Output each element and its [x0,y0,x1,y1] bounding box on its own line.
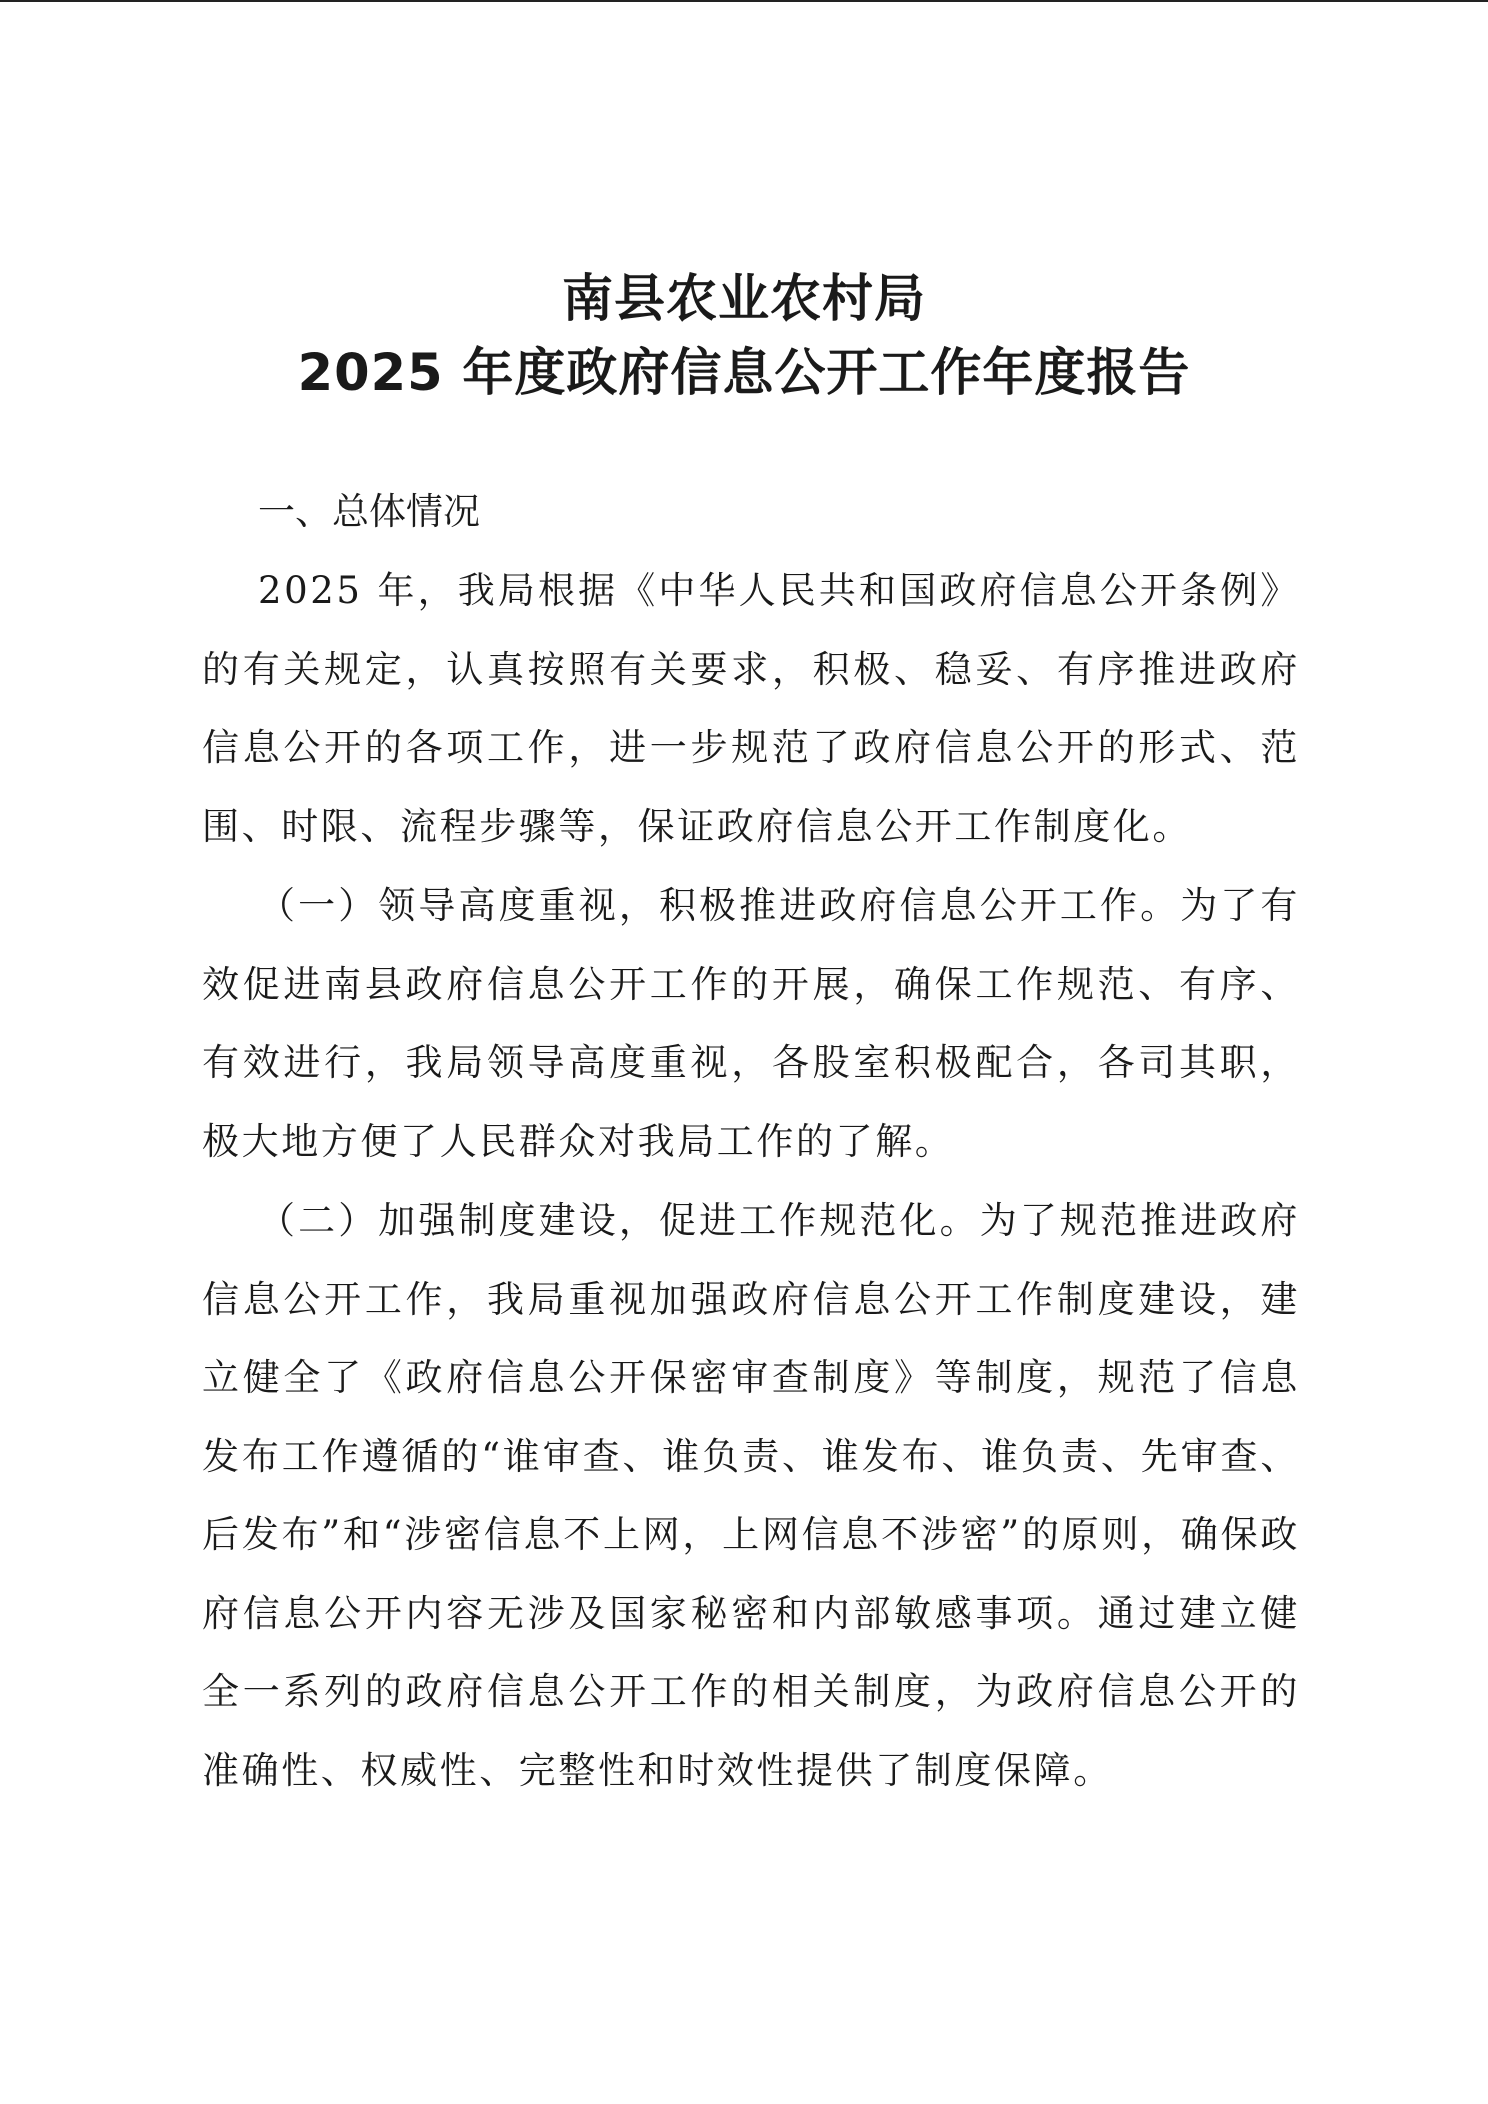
title-line-1: 南县农业农村局 [561,270,926,329]
paragraph-system-building: （二）加强制度建设，促进工作规范化。为了规范推进政府信息公开工作，我局重视加强政府信息公开工作制度建设，建立健全了《政府信息公开保密审查制度》等制度，规范了信息发布工作遵循的“谁审查、谁负责、谁发布、谁负责、先审查、后发布”和“涉密信息不上网，上网信息不涉密”的原则，确保政府信息公开内容无涉及国家秘密和内部敏感事项。通过建立健全一系列的政府信息公开工作的相关制度，为政府信息公开的准确性、权威性、完整性和时效性提供了制度保障。 [202,1199,1300,1792]
paragraph-leadership: （一）领导高度重视，积极推进政府信息公开工作。为了有效促进南县政府信息公开工作的开展，确保工作规范、有序、有效进行，我局领导高度重视，各股室积极配合，各司其职，极大地方便了人民群众对我局工作的了解。 [202,884,1300,1163]
paragraph-overview: 2025 年，我局根据《中华人民共和国政府信息公开条例》的有关规定，认真按照有关要求，积极、稳妥、有序推进政府信息公开的各项工作，进一步规范了政府信息公开的形式、范围、时限、流程步骤等，保证政府信息公开工作制度化。 [202,569,1300,848]
section-heading: 一、总体情况 [258,490,480,533]
title-line-2: 2025 年度政府信息公开工作年度报告 [297,344,1191,403]
